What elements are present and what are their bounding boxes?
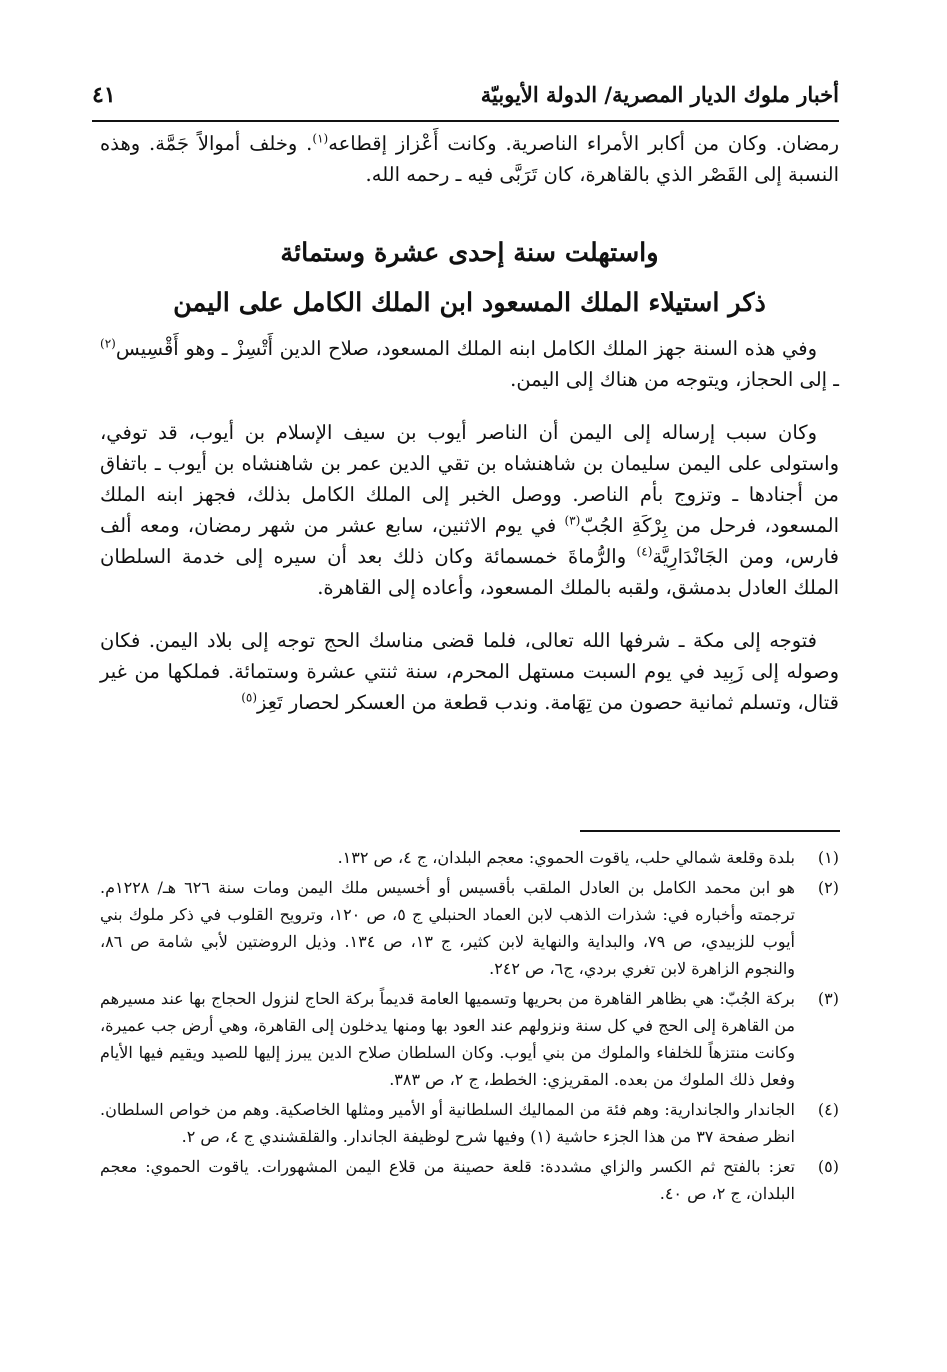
footnote-ref-5[interactable]: (٥) — [241, 690, 258, 705]
footnote-number: (٥) — [817, 1157, 839, 1176]
page-number: ٤١ — [92, 82, 116, 108]
paragraph-3: فتوجه إلى مكة ـ شرفها الله تعالى، فلما قضى مناسك الحج توجه إلى بلاد اليمن. فكان وصوله إلى زَبِيد في يوم السبت مستهل المحرم، سنة ثنتي عشرة وستمائة. فملكها من غير قتال، وتسلم ثمانية حصون من تِهَامة. وندب قطعة من العسكر لحصار تَعِز$^{(٥)}$ — [100, 629, 839, 714]
footnote-text: بركة الجُبّ: هي بظاهر القاهرة من بحريها وتسميها العامة قديماً بركة الحاج لنزول الحجاج بها عند مسيرهم من القاهرة إلى الحج في كل سنة ونزولهم عند العود بها ومنها يدخلون إلى القاهرة، وهي أرض جب عميرة، وكانت منتزهاً للخلفاء والملوك من بني أيوب. وكان السلطان صلاح الدين يبرز إليها للصيد ويقيم فيها الأيام وفعل ذلك الملوك من بعده. المقريزي: الخطط، ج ٢، ص ٣٨٣. — [100, 989, 795, 1089]
footnote-text: تعز: بالفتح ثم الكسر والزاي مشددة: قلعة حصينة من قلاع اليمن المشهورات. ياقوت الحموي: معجم البلدان، ج ٢، ص ٤٠. — [100, 1157, 796, 1203]
footnote-number: (١) — [817, 848, 839, 867]
footnote-number: (٢) — [817, 878, 839, 897]
footnote-divider — [580, 830, 840, 832]
footnote-ref-4[interactable]: (٤) — [636, 544, 653, 559]
paragraph-2: وكان سبب إرساله إلى اليمن أن الناصر أيوب بن سيف الإسلام بن أيوب، قد توفي، واستولى على اليمن سليمان بن شاهنشاه بن تقي الدين عمر بن شاهنشاه بن أيوب ـ باتفاق من أجنادها ـ وتزوج بأم الناصر. ووصل الخبر إلى الملك الكامل بذلك، فجهز ابنه الملك المسعود، فرحل من بِرْكَةِ الجُبّ$^{(٣)}$ في يوم الاثنين، سابع عشر من شهر رمضان، ومعه ألف فارس، ومن الجَانْدَارِيَّة$^{(٤)}$ والرُّماةَ خمسمائة وكان ذلك بعد أن سيره إلى خدمة السلطان الملك العادل بدمشق، ولقبه بالملك المسعود، وأعاده إلى القاهرة. — [100, 421, 839, 599]
footnote — [100, 1096, 839, 1150]
footnote — [100, 844, 839, 871]
footnote-text: بلدة وقلعة شمالي حلب، ياقوت الحموي: معجم البلدان، ج ٤، ص ١٣٢. — [337, 848, 795, 867]
footnote-ref-3[interactable]: (٣) — [564, 513, 581, 528]
footnote-number: (٤) — [817, 1100, 839, 1119]
intro-text: رمضان. وكان من أكابر الأمراء الناصرية. وكانت أَعْزاز إقطاعه$^{(١)}$. وخلف أموالاً جَمَّة. وهذه النسبة إلى القَصْر الذي بالقاهرة، كان تَرَبَّى فيه ـ رحمه الله. — [100, 131, 839, 186]
main-text — [100, 333, 839, 740]
footnote-number: (٣) — [817, 989, 839, 1008]
footnote-text: هو ابن محمد الكامل بن العادل الملقب بأقسيس أو أخسيس ملك اليمن ومات سنة ٦٢٦ هـ/ ١٢٢٨م. ترجمته وأخباره في: شذرات الذهب لابن العماد الحنبلي ج ٥، ص ١٢٠، وترويح القلوب في ذكر ملوك بني أيوب للزبيدي، ص ٧٩، والبداية والنهاية لابن كثير، ج ١٣، ص ١٣٤. وذيل الروضتين لأبي شامة ص ٨٦، والنجوم الزاهرة لابن تغري بردي، ج٦، ص ٢٤٢. — [100, 878, 795, 978]
footnote-ref-2[interactable]: (٢) — [100, 336, 116, 351]
footnote — [100, 985, 839, 1093]
footnote — [100, 874, 839, 982]
paragraph-1: وفي هذه السنة جهز الملك الكامل ابنه الملك المسعود، صلاح الدين أَتْسِزْ ـ وهو أَقْسِيس$^{(٢)}$ ـ إلى الحجاز، ويتوجه من هناك إلى اليمن. — [100, 336, 839, 391]
footnote-text: الجاندار والجاندارية: وهم فئة من المماليك السلطانية أو الأمير ومثلها الخاصكية. وهم من خواص السلطان. انظر صفحة ٣٧ من هذا الجزء حاشية (١) وفيها شرح لوظيفة الجاندار. والقلقشندي ج ٤، ص ٢. — [100, 1100, 795, 1146]
section-heading: ذكر استيلاء الملك المسعود ابن الملك الكامل على اليمن — [173, 288, 766, 318]
footnote-ref-1[interactable]: (١) — [312, 131, 329, 146]
intro-paragraph — [100, 128, 839, 212]
footnote — [100, 1153, 839, 1207]
running-title: أخبار ملوك الديار المصرية/ الدولة الأيوبيّة — [480, 82, 839, 107]
year-heading: واستهلت سنة إحدى عشرة وستمائة — [280, 238, 659, 268]
footnotes — [100, 844, 839, 1210]
page-header — [92, 80, 839, 122]
section-headings — [100, 228, 839, 328]
